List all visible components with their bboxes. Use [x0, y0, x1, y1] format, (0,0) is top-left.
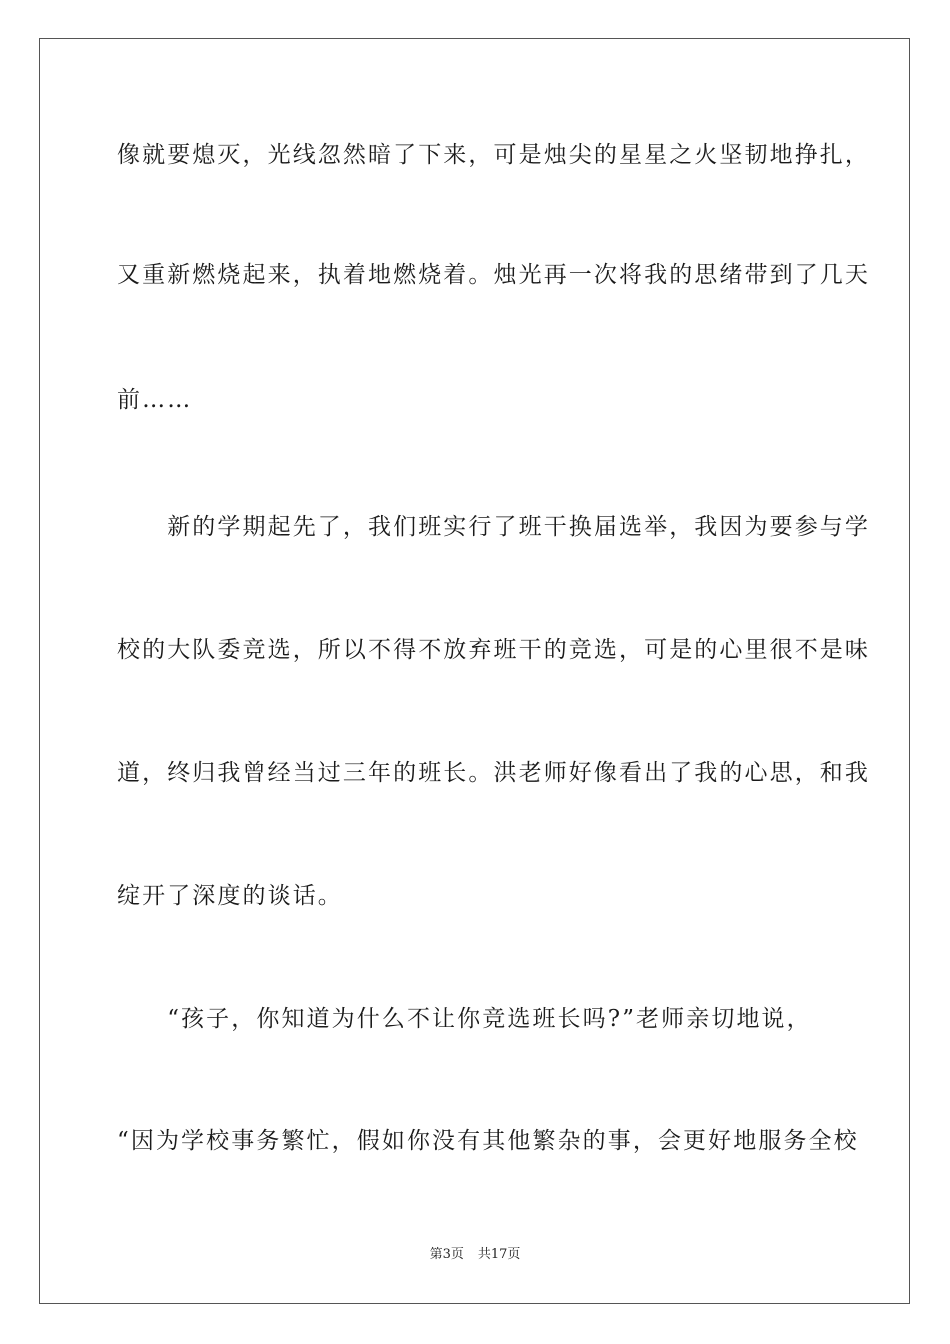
text-line: “因为学校事务繁忙，假如你没有其他繁杂的事，会更好地服务全校 — [117, 1128, 859, 1154]
paragraph-start-line: 新的学期起先了，我们班实行了班干换届选举，我因为要参与学 — [117, 514, 870, 540]
text-line: 又重新燃烧起来，执着地燃烧着。烛光再一次将我的思绪带到了几天 — [117, 262, 870, 288]
page-total: 共17页 — [477, 1247, 521, 1262]
page-border — [39, 38, 910, 1304]
paragraph-start-line: “孩子，你知道为什么不让你竞选班长吗?”老师亲切地说， — [117, 1006, 812, 1032]
page-number: 第3页 — [429, 1247, 464, 1262]
page-footer — [0, 1246, 950, 1264]
text-line: 像就要熄灭，光线忽然暗了下来，可是烛尖的星星之火坚韧地挣扎， — [117, 142, 870, 168]
text-line: 校的大队委竞选，所以不得不放弃班干的竞选，可是的心里很不是味 — [117, 637, 870, 663]
text-line: 绽开了深度的谈话。 — [117, 883, 343, 909]
text-line: 道，终归我曾经当过三年的班长。洪老师好像看出了我的心思，和我 — [117, 760, 870, 786]
text-line: 前…… — [117, 387, 193, 413]
